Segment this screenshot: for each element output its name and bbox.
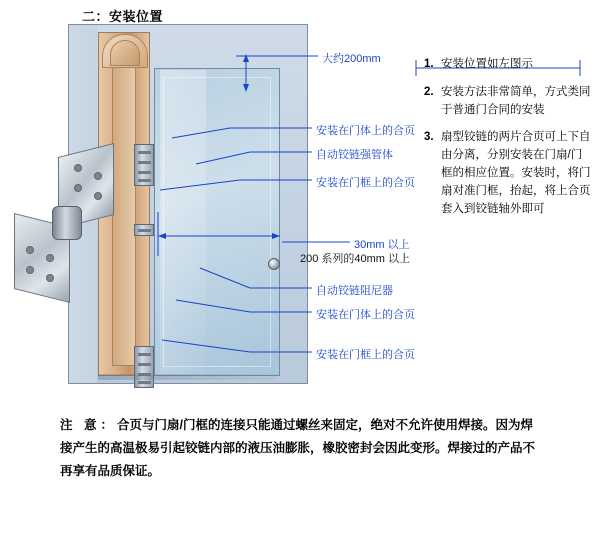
note-text: 安装位置如左图示: [441, 58, 533, 70]
hinge-bottom: [134, 346, 154, 388]
note-text: 扇型铰链的两片合页可上下自由分离，分别安装在门扇/门框的相应位置。安装时，将门扇对准门框，抬起，将上合页套入到铰链轴外即可: [441, 131, 591, 215]
screw-hole-icon: [94, 172, 102, 180]
note-number: 3.: [424, 131, 434, 144]
hinge-product-photo: [12, 150, 116, 300]
label-approx-200mm: 大约200mm: [322, 53, 381, 65]
door-fitting-icon: [268, 258, 280, 270]
screw-hole-icon: [26, 246, 34, 254]
caution-body: 合页与门扇/门框的连接只能通过螺丝来固定，绝对不允许使用焊接。因为焊接产生的高温极易引起铰链内部的液压油膨胀，橡胶密封会因此变形。焊接过的产品不再享有品质保证。: [60, 418, 536, 479]
note-item: [424, 129, 592, 218]
label-hinge-on-frame-bottom: 安装在门框上的合页: [316, 349, 415, 361]
door-frame-corner-inner: [110, 40, 140, 66]
hinge-top: [134, 144, 154, 186]
hinge-knuckle: [52, 206, 82, 240]
label-series-200-40mm: 200 系列的40mm 以上: [300, 253, 411, 265]
label-hinge-on-door-bottom: 安装在门体上的合页: [316, 309, 415, 321]
notes-list: [424, 56, 592, 229]
label-auto-hinge-tube: 自动铰链强管体: [316, 149, 393, 161]
screw-hole-icon: [74, 184, 82, 192]
screw-hole-icon: [74, 164, 82, 172]
label-min-30mm: 30mm 以上: [354, 239, 410, 251]
page-title: 二：安装位置: [82, 9, 164, 24]
screw-hole-icon: [46, 274, 54, 282]
label-hinge-on-frame-top: 安装在门框上的合页: [316, 177, 415, 189]
note-text: 安装方法非常简单，方式类同于普通门合同的安装: [441, 85, 591, 116]
floor-shadow: [98, 374, 278, 380]
note-item: [424, 56, 592, 74]
screw-hole-icon: [94, 192, 102, 200]
caution-block: [60, 414, 540, 483]
hinge-middle: [134, 224, 154, 236]
note-number: 1.: [424, 58, 434, 70]
note-number: 2.: [424, 85, 434, 98]
note-item: [424, 84, 592, 120]
screw-hole-icon: [26, 266, 34, 274]
glass-highlight: [160, 70, 206, 374]
label-auto-hinge-damper: 自动铰链阻尼器: [316, 285, 393, 297]
screw-hole-icon: [46, 254, 54, 262]
label-hinge-on-door-top: 安装在门体上的合页: [316, 125, 415, 137]
caution-heading: 注 意：: [60, 418, 117, 432]
